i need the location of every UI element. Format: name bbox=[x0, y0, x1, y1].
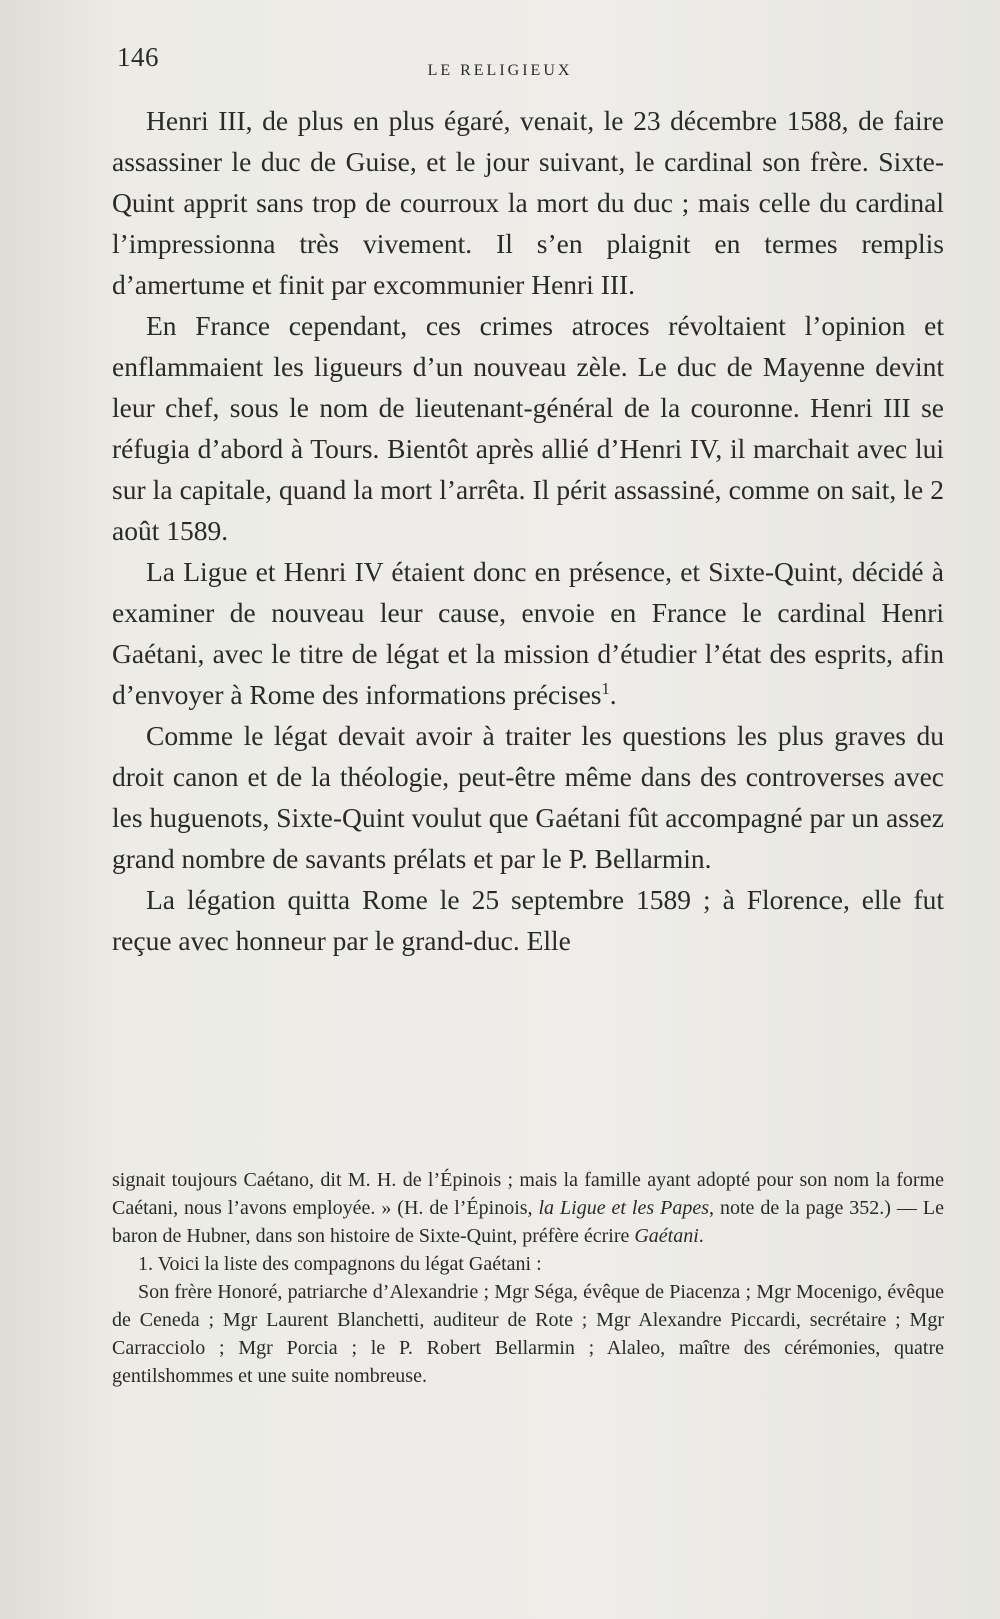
footnote-1 bbox=[112, 1250, 944, 1278]
main-text bbox=[112, 100, 944, 961]
footnote-intro: Voici la liste des compagnons du légat Gaétani : bbox=[157, 1253, 542, 1275]
footnote-1-list: Son frère Honoré, patriarche d’Alexandrie ; Mgr Séga, évêque de Piacenza ; Mgr Mocenigo, évêque de Ceneda ; Mgr Laurent Blanchetti, auditeur de Rote ; Mgr Alexandre Piccardi, secrétaire ; Mgr Carracciolo ; Mgr Porcia ; le P. Robert Bellarmin ; Alaleo, maître des cérémonies, quatre gentilshommes et une suite nombreuse. bbox=[112, 1281, 944, 1387]
footnote-continued bbox=[112, 1166, 944, 1250]
footnotes bbox=[112, 1166, 944, 1390]
paragraph bbox=[112, 551, 944, 715]
paragraph-text: La Ligue et Henri IV étaient donc en présence, et Sixte-Quint, décidé à examiner de nouveau leur cause, envoie en France le cardinal Henri Gaétani, avec le titre de légat et la mission d’étudier l’état des esprits, afin d’envoyer à Rome des informations précises bbox=[112, 556, 944, 710]
paragraph: La légation quitta Rome le 25 septembre 1589 ; à Florence, elle fut reçue avec honneur par le grand-duc. Elle bbox=[112, 884, 944, 956]
footnote-text: signait toujours Caétano, dit M. H. de l’Épinois ; mais la famille ayant adopté pour son nom la forme Caétani, nous l’avons employée. » (H. de l’Épinois, bbox=[112, 1169, 944, 1219]
footnote-book-title: la Ligue et les Papes bbox=[538, 1197, 709, 1219]
paragraph: Comme le légat devait avoir à traiter les questions les plus graves du droit canon et de la théologie, peut-être même dans des controverses avec les huguenots, Sixte-Quint voulut que Gaétani fût accompagné par un assez grand nombre de savants prélats et par le P. Bellarmin. bbox=[112, 720, 944, 874]
page-number: 146 bbox=[117, 42, 159, 72]
footnote-italic-name: Gaétani bbox=[634, 1225, 699, 1247]
footnote-text: , note de la page 352.) — Le baron de Hubner, dans son histoire de Sixte-Quint, préfère écrire bbox=[112, 1197, 944, 1247]
paragraph-end: . bbox=[609, 679, 617, 710]
paragraph: En France cependant, ces crimes atroces révoltaient l’opinion et enflammaient les ligueurs d’un nouveau zèle. Le duc de Mayenne devint leur chef, sous le nom de lieutenant-général de la couronne. Henri III se réfugia d’abord à Tours. Bientôt après allié d’Henri IV, il marchait avec lui sur la capitale, quand la mort l’arrêta. Il périt assassiné, comme on sait, le 2 août 1589. bbox=[112, 310, 944, 546]
footnote-ref: 1 bbox=[601, 678, 610, 698]
running-title: LE RELIGIEUX bbox=[427, 62, 573, 79]
footnote-text: . bbox=[698, 1225, 704, 1247]
paragraph: Henri III, de plus en plus égaré, venait, le 23 décembre 1588, de faire assassiner le duc de Guise, et le jour suivant, le cardinal son frère. Sixte-Quint apprit sans trop de courroux la mort du duc ; mais celle du cardinal l’impressionna très vivement. Il s’en plaignit en termes remplis d’amertume et finit par excommunier Henri III. bbox=[112, 105, 944, 300]
footnote-number: 1. bbox=[138, 1253, 153, 1275]
